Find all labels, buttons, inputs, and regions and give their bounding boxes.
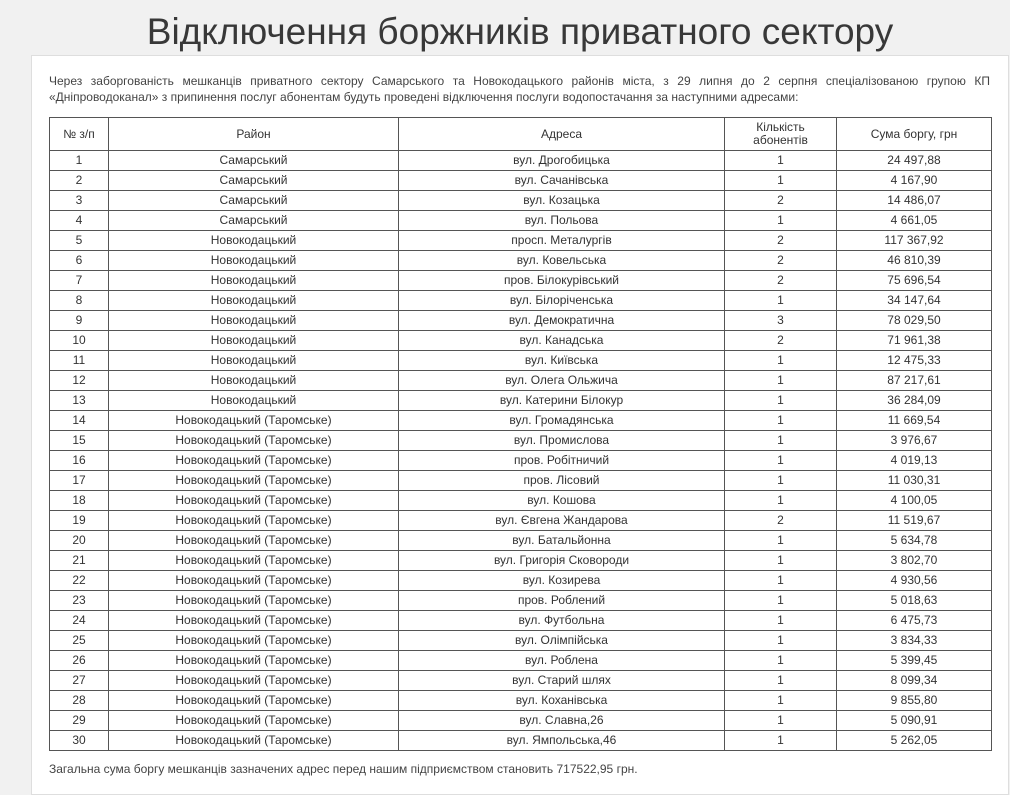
cell-address: вул. Дрогобицька — [399, 151, 725, 171]
cell-num: 13 — [50, 391, 109, 411]
cell-district: Самарський — [109, 151, 399, 171]
cell-address: вул. Олега Ольжича — [399, 371, 725, 391]
cell-num: 4 — [50, 211, 109, 231]
cell-address: вул. Білоріченська — [399, 291, 725, 311]
cell-count: 1 — [725, 471, 837, 491]
cell-district: Новокодацький (Таромське) — [109, 691, 399, 711]
cell-count: 1 — [725, 291, 837, 311]
header-num: № з/п — [50, 118, 109, 151]
cell-district: Новокодацький — [109, 331, 399, 351]
cell-district: Новокодацький (Таромське) — [109, 651, 399, 671]
cell-count: 1 — [725, 371, 837, 391]
cell-debt: 12 475,33 — [837, 351, 992, 371]
page-title: Відключення боржників приватного сектору — [146, 11, 894, 52]
header-district: Район — [109, 118, 399, 151]
cell-count: 1 — [725, 611, 837, 631]
table-row — [50, 191, 992, 211]
cell-count: 1 — [725, 711, 837, 731]
table-row — [50, 671, 992, 691]
table-row — [50, 651, 992, 671]
cell-num: 6 — [50, 251, 109, 271]
table-row — [50, 691, 992, 711]
cell-num: 30 — [50, 731, 109, 751]
cell-debt: 9 855,80 — [837, 691, 992, 711]
cell-num: 17 — [50, 471, 109, 491]
article-card — [31, 55, 1009, 795]
cell-debt: 5 634,78 — [837, 531, 992, 551]
cell-address: вул. Промислова — [399, 431, 725, 451]
cell-debt: 3 834,33 — [837, 631, 992, 651]
cell-count: 1 — [725, 211, 837, 231]
cell-num: 19 — [50, 511, 109, 531]
cell-count: 1 — [725, 731, 837, 751]
cell-address: пров. Білокурівський — [399, 271, 725, 291]
cell-district: Новокодацький (Таромське) — [109, 471, 399, 491]
table-row — [50, 491, 992, 511]
cell-district: Новокодацький (Таромське) — [109, 411, 399, 431]
cell-district: Новокодацький (Таромське) — [109, 731, 399, 751]
table-row — [50, 331, 992, 351]
cell-count: 1 — [725, 531, 837, 551]
cell-debt: 87 217,61 — [837, 371, 992, 391]
cell-address: пров. Роблений — [399, 591, 725, 611]
cell-count: 1 — [725, 591, 837, 611]
cell-num: 24 — [50, 611, 109, 631]
cell-num: 22 — [50, 571, 109, 591]
cell-count: 1 — [725, 571, 837, 591]
cell-count: 1 — [725, 491, 837, 511]
header-address: Адреса — [399, 118, 725, 151]
cell-debt: 5 018,63 — [837, 591, 992, 611]
cell-address: пров. Робітничий — [399, 451, 725, 471]
cell-num: 12 — [50, 371, 109, 391]
cell-address: вул. Батальйонна — [399, 531, 725, 551]
table-row — [50, 271, 992, 291]
cell-address: вул. Ямпольська,46 — [399, 731, 725, 751]
cell-district: Самарський — [109, 191, 399, 211]
cell-district: Новокодацький (Таромське) — [109, 451, 399, 471]
cell-debt: 117 367,92 — [837, 231, 992, 251]
cell-debt: 11 669,54 — [837, 411, 992, 431]
intro-paragraph: Через заборгованість мешканців приватного сектору Самарського та Новокодацького районів міста, з 29 липня до 2 серпня спеціалізованою групою КП «Дніпроводоканал» з припинення послуг абонентам будуть проведені відключення послуги водопостачання за наступними адресами: — [49, 74, 990, 104]
cell-count: 1 — [725, 411, 837, 431]
cell-debt: 3 976,67 — [837, 431, 992, 451]
cell-district: Новокодацький — [109, 371, 399, 391]
table-row — [50, 411, 992, 431]
cell-count: 1 — [725, 651, 837, 671]
cell-debt: 75 696,54 — [837, 271, 992, 291]
cell-num: 20 — [50, 531, 109, 551]
cell-num: 27 — [50, 671, 109, 691]
cell-district: Новокодацький (Таромське) — [109, 551, 399, 571]
cell-debt: 36 284,09 — [837, 391, 992, 411]
cell-num: 15 — [50, 431, 109, 451]
cell-address: вул. Козацька — [399, 191, 725, 211]
cell-num: 14 — [50, 411, 109, 431]
cell-debt: 5 090,91 — [837, 711, 992, 731]
cell-district: Новокодацький (Таромське) — [109, 511, 399, 531]
cell-debt: 4 167,90 — [837, 171, 992, 191]
table-row — [50, 431, 992, 451]
cell-debt: 3 802,70 — [837, 551, 992, 571]
cell-address: вул. Польова — [399, 211, 725, 231]
cell-count: 1 — [725, 431, 837, 451]
cell-address: просп. Металургів — [399, 231, 725, 251]
cell-debt: 4 930,56 — [837, 571, 992, 591]
cell-count: 1 — [725, 691, 837, 711]
cell-district: Новокодацький — [109, 251, 399, 271]
cell-district: Новокодацький (Таромське) — [109, 711, 399, 731]
cell-address: вул. Громадянська — [399, 411, 725, 431]
cell-count: 1 — [725, 151, 837, 171]
cell-address: вул. Славна,26 — [399, 711, 725, 731]
table-row — [50, 311, 992, 331]
cell-address: вул. Катерини Білокур — [399, 391, 725, 411]
header-debt: Сума боргу, грн — [837, 118, 992, 151]
cell-debt: 4 019,13 — [837, 451, 992, 471]
cell-debt: 4 661,05 — [837, 211, 992, 231]
cell-district: Новокодацький — [109, 271, 399, 291]
cell-num: 9 — [50, 311, 109, 331]
table-row — [50, 211, 992, 231]
table-row — [50, 471, 992, 491]
table-row — [50, 631, 992, 651]
cell-address: вул. Коханівська — [399, 691, 725, 711]
cell-debt: 5 262,05 — [837, 731, 992, 751]
cell-count: 1 — [725, 391, 837, 411]
table-row — [50, 611, 992, 631]
cell-district: Новокодацький (Таромське) — [109, 631, 399, 651]
table-row — [50, 551, 992, 571]
cell-address: пров. Лісовий — [399, 471, 725, 491]
cell-num: 10 — [50, 331, 109, 351]
table-row — [50, 291, 992, 311]
cell-address: вул. Сачанівська — [399, 171, 725, 191]
table-row — [50, 531, 992, 551]
table-row — [50, 351, 992, 371]
cell-district: Новокодацький (Таромське) — [109, 431, 399, 451]
table-row — [50, 151, 992, 171]
table-row — [50, 451, 992, 471]
cell-address: вул. Григорія Сковороди — [399, 551, 725, 571]
cell-num: 28 — [50, 691, 109, 711]
cell-address: вул. Футбольна — [399, 611, 725, 631]
cell-count: 2 — [725, 191, 837, 211]
cell-debt: 24 497,88 — [837, 151, 992, 171]
cell-debt: 14 486,07 — [837, 191, 992, 211]
cell-debt: 6 475,73 — [837, 611, 992, 631]
total-summary: Загальна сума боргу мешканців зазначених адрес перед нашим підприємством становить 717522,95 грн. — [49, 762, 638, 776]
cell-num: 26 — [50, 651, 109, 671]
cell-address: вул. Канадська — [399, 331, 725, 351]
cell-num: 21 — [50, 551, 109, 571]
table-row — [50, 511, 992, 531]
cell-num: 18 — [50, 491, 109, 511]
cell-address: вул. Київська — [399, 351, 725, 371]
table-row — [50, 251, 992, 271]
cell-district: Новокодацький (Таромське) — [109, 611, 399, 631]
cell-num: 16 — [50, 451, 109, 471]
cell-district: Новокодацький — [109, 351, 399, 371]
cell-debt: 8 099,34 — [837, 671, 992, 691]
cell-count: 2 — [725, 511, 837, 531]
cell-district: Самарський — [109, 211, 399, 231]
cell-address: вул. Ковельська — [399, 251, 725, 271]
cell-num: 7 — [50, 271, 109, 291]
cell-num: 2 — [50, 171, 109, 191]
cell-count: 1 — [725, 171, 837, 191]
table-row — [50, 591, 992, 611]
cell-district: Самарський — [109, 171, 399, 191]
cell-district: Новокодацький (Таромське) — [109, 591, 399, 611]
cell-address: вул. Старий шлях — [399, 671, 725, 691]
cell-count: 2 — [725, 331, 837, 351]
cell-count: 1 — [725, 631, 837, 651]
table-row — [50, 731, 992, 751]
cell-num: 11 — [50, 351, 109, 371]
cell-district: Новокодацький (Таромське) — [109, 571, 399, 591]
cell-num: 1 — [50, 151, 109, 171]
table-row — [50, 571, 992, 591]
cell-district: Новокодацький (Таромське) — [109, 531, 399, 551]
cell-district: Новокодацький — [109, 311, 399, 331]
table-row — [50, 711, 992, 731]
cell-address: вул. Кошова — [399, 491, 725, 511]
table-row — [50, 231, 992, 251]
table-row — [50, 371, 992, 391]
cell-num: 25 — [50, 631, 109, 651]
cell-num: 23 — [50, 591, 109, 611]
cell-debt: 46 810,39 — [837, 251, 992, 271]
cell-count: 1 — [725, 671, 837, 691]
cell-district: Новокодацький — [109, 231, 399, 251]
cell-debt: 11 519,67 — [837, 511, 992, 531]
cell-debt: 34 147,64 — [837, 291, 992, 311]
cell-num: 29 — [50, 711, 109, 731]
cell-debt: 5 399,45 — [837, 651, 992, 671]
table-header-row — [50, 118, 992, 151]
cell-address: вул. Євгена Жандарова — [399, 511, 725, 531]
cell-count: 2 — [725, 231, 837, 251]
cell-address: вул. Демократична — [399, 311, 725, 331]
table-row — [50, 171, 992, 191]
cell-district: Новокодацький — [109, 391, 399, 411]
cell-district: Новокодацький — [109, 291, 399, 311]
cell-debt: 78 029,50 — [837, 311, 992, 331]
cell-address: вул. Козирева — [399, 571, 725, 591]
cell-count: 2 — [725, 251, 837, 271]
debtors-table — [49, 117, 992, 751]
cell-num: 5 — [50, 231, 109, 251]
cell-count: 1 — [725, 551, 837, 571]
cell-debt: 11 030,31 — [837, 471, 992, 491]
table-row — [50, 391, 992, 411]
header-count: Кількість абонентів — [725, 118, 837, 151]
cell-count: 3 — [725, 311, 837, 331]
cell-address: вул. Роблена — [399, 651, 725, 671]
cell-debt: 4 100,05 — [837, 491, 992, 511]
cell-num: 3 — [50, 191, 109, 211]
cell-district: Новокодацький (Таромське) — [109, 491, 399, 511]
cell-num: 8 — [50, 291, 109, 311]
cell-debt: 71 961,38 — [837, 331, 992, 351]
cell-district: Новокодацький (Таромське) — [109, 671, 399, 691]
cell-count: 1 — [725, 451, 837, 471]
cell-count: 1 — [725, 351, 837, 371]
cell-count: 2 — [725, 271, 837, 291]
cell-address: вул. Олімпійська — [399, 631, 725, 651]
